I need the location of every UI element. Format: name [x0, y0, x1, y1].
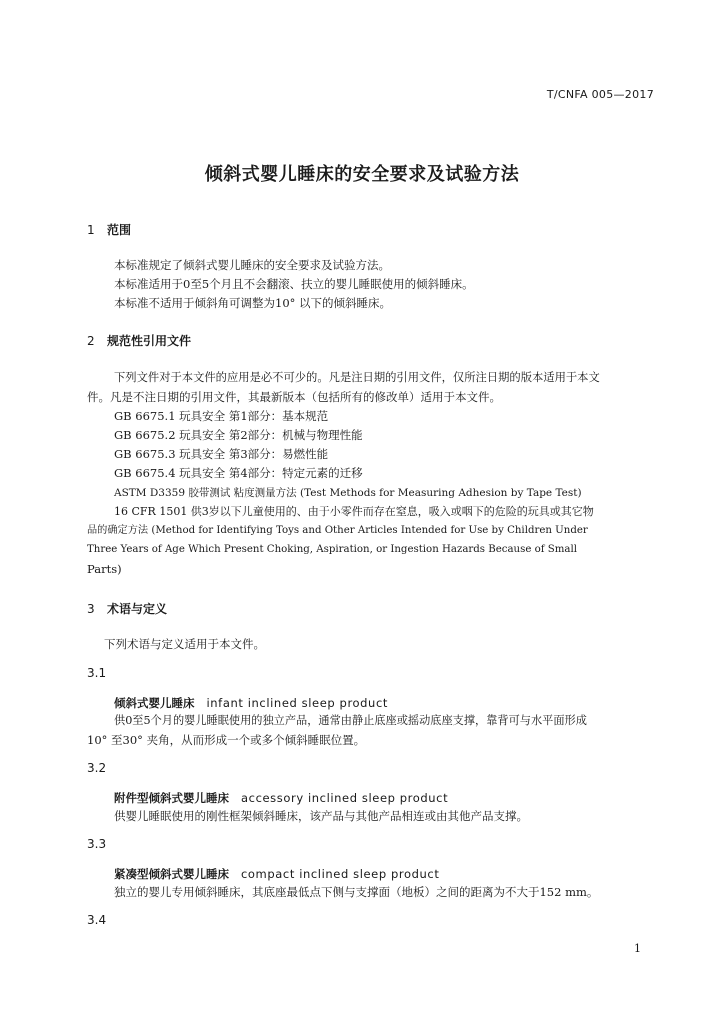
clause-3-2-number: 3.2 — [87, 761, 107, 775]
term-3-2-en: accessory inclined sleep product — [241, 791, 449, 805]
reference-16cfr1501-line-3: Three Years of Age Which Present Choking, Aspiration, or Ingestion Hazards Because of Small — [87, 544, 577, 555]
reference-16cfr1501-line-2: 品的确定方法 (Method for Identifying Toys and Other Articles Intended for Use by Children Under — [87, 525, 588, 536]
term-3-3 — [114, 866, 439, 882]
section-2-intro-line-2: 件。凡是不注日期的引用文件，其最新版本（包括所有的修改单）适用于本文件。 — [87, 390, 501, 404]
section-1-line-2: 本标准适用于0至5个月且不会翻滚、扶立的婴儿睡眠使用的倾斜睡床。 — [114, 277, 474, 291]
term-3-1-definition-line-2: 10° 至30° 夹角，从而形成一个或多个倾斜睡眠位置。 — [87, 733, 366, 747]
section-2-number: 2 — [87, 334, 95, 348]
term-3-2-definition-line-1: 供婴儿睡眠使用的刚性框架倾斜睡床，该产品与其他产品相连或由其他产品支撑。 — [114, 809, 528, 823]
term-3-1-definition-line-1: 供0至5个月的婴儿睡眠使用的独立产品，通常由静止底座或摇动底座支撑，靠背可与水平面形成 — [114, 714, 587, 727]
term-3-1 — [114, 695, 388, 711]
standard-code: T/CNFA 005—2017 — [546, 88, 654, 101]
page-number: 1 — [634, 942, 641, 955]
reference-gb6675-3: GB 6675.3 玩具安全 第3部分：易燃性能 — [114, 447, 329, 461]
term-3-1-en: infant inclined sleep product — [206, 696, 388, 710]
clause-3-3-number: 3.3 — [87, 837, 107, 851]
reference-gb6675-4: GB 6675.4 玩具安全 第4部分：特定元素的迁移 — [114, 466, 363, 480]
term-3-1-zh: 倾斜式婴儿睡床 — [114, 696, 195, 710]
reference-16cfr1501-line-1: 16 CFR 1501 供3岁以下儿童使用的、由于小零件而存在窒息，吸入或咽下的危险的玩具或其它物 — [114, 505, 594, 518]
section-1-title: 范围 — [107, 223, 132, 237]
section-1-number: 1 — [87, 223, 95, 237]
section-3-number: 3 — [87, 602, 95, 616]
reference-astm-d3359: ASTM D3359 胶带测试 粘度测量方法 (Test Methods for Measuring Adhesion by Tape Test) — [114, 487, 582, 499]
section-1-line-3: 本标准不适用于倾斜角可调整为10° 以下的倾斜睡床。 — [114, 296, 392, 310]
term-3-2 — [114, 790, 448, 806]
section-2-title: 规范性引用文件 — [107, 334, 192, 348]
section-3-intro: 下列术语与定义适用于本文件。 — [104, 637, 265, 651]
section-2-intro-line-1: 下列文件对于本文件的应用是必不可少的。凡是注日期的引用文件，仅所注日期的版本适用于本文 — [114, 371, 600, 384]
term-3-3-definition-line-1: 独立的婴儿专用倾斜睡床，其底座最低点下侧与支撑面（地板）之间的距离为不大于152 mm。 — [114, 885, 599, 899]
clause-3-1-number: 3.1 — [87, 666, 107, 680]
section-2-heading — [87, 332, 191, 349]
section-3-title: 术语与定义 — [107, 602, 168, 616]
clause-3-4-number: 3.4 — [87, 913, 107, 927]
reference-gb6675-1: GB 6675.1 玩具安全 第1部分：基本规范 — [114, 409, 329, 423]
term-3-3-zh: 紧凑型倾斜式婴儿睡床 — [114, 867, 229, 881]
reference-gb6675-2: GB 6675.2 玩具安全 第2部分：机械与物理性能 — [114, 428, 363, 442]
term-3-3-en: compact inclined sleep product — [241, 867, 440, 881]
term-3-2-zh: 附件型倾斜式婴儿睡床 — [114, 791, 229, 805]
section-1-heading — [87, 221, 131, 238]
section-1-line-1: 本标准规定了倾斜式婴儿睡床的安全要求及试验方法。 — [114, 258, 390, 272]
document-title: 倾斜式婴儿睡床的安全要求及试验方法 — [204, 164, 520, 185]
section-3-heading — [87, 600, 167, 617]
reference-16cfr1501-line-4: Parts) — [87, 562, 122, 576]
